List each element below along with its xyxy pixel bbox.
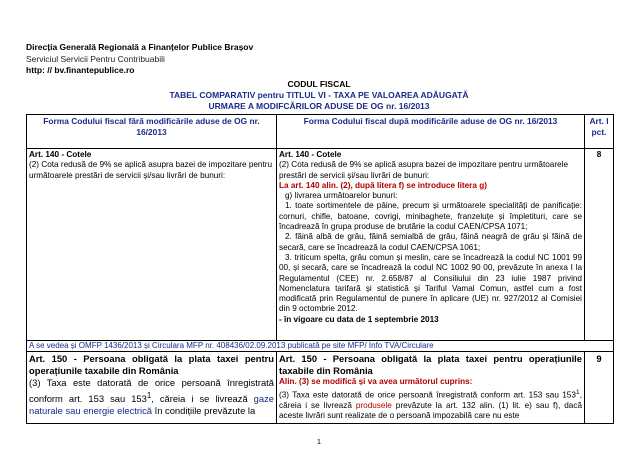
row1-old-article-rest: - Cotele [59,150,92,159]
title-line-1: CODUL FISCAL [287,79,351,89]
row2-old-highlight: gaze naturale sau energie electrică [29,392,275,416]
institution-name: Direcția Generală Regională a Finanțelor Publice Brașov [26,42,254,52]
row2-article-number: 9 [585,352,614,424]
row1-old-cell [27,149,277,341]
website-url: http: // bv.finantepublice.ro [26,65,135,75]
comparison-table [26,114,614,424]
row2-new-text-b: , căreia i se livrează [279,390,582,410]
table-row [27,352,614,424]
row1-new-article-rest: - Cotele [309,150,342,159]
row1-old-text: (2) Cota redusă de 9% se aplică asupra bazei de impozitare pentru următoarele prestări de servicii și/sau livrări de bunuri: [29,160,273,180]
row2-old-article: Art. 150 - Persoana obligată la plata taxei pentru operațiunile taxabile din România [29,353,274,377]
row2-old-text-a: (3) Taxa este datorată de orice persoană înregistrată conform art. 153 sau 153 [29,377,274,404]
reference-note: A se vedea și OMFP 1436/2013 și Circulara MFP nr. 408436/02.09.2013 publicată pe site MFP/ Info TVA/Circulare [27,341,614,352]
row2-old-text-c: în condițiile prevăzute la [152,404,256,416]
row1-item-1: 1. toate sortimentele de pâine, precum și următoarele specialități de panificație: cornuri, chifle, batoane, covrigi, minibaghete, franzeluțe și împletituri, care se încadrează în grupa produse de brutărie la codul CAEN/CPSA 1071; [279,201,582,232]
header-new-form: Forma Codului fiscal după modificările aduse de OG nr. 16/2013 [277,115,585,149]
row2-old-cell [27,352,277,424]
row2-new-article: Art. 150 - Persoana obligată la plata taxei pentru operațiunile taxabile din România [279,353,582,377]
row1-item-3: 3. triticum spelta, grâu comun și meslin, care se încadrează la codul NC 1001 99 00, și secară, care se încadrează la codul NC 1002 90 00, prevăzute în anexa I la Regulamentul (CEE) nr. 2.658/87 al Consiliului din 23 iulie 1987 privind Nomenclatura tarifară și statistică și Tariful Vamal Comun, astfel cum a fost modificată prin Regulamentul de punere în aplicare (UE) nr. 927/2012 al Comisiei din 9 octombrie 2012. [279,252,582,314]
title-line-3: URMARE A MODIFCĂRILOR ADUSE DE OG nr. 16/2013 [208,101,430,112]
row2-new-highlight: produsele [355,400,392,410]
row1-new-text: (2) Cota redusă de 9% se aplică asupra bazei de impozitare pentru următoarele prestări de servicii și/sau livrări de bunuri: [279,160,568,180]
reference-note-row [27,341,614,352]
row2-amendment-note: Alin. (3) se modifică și va avea următorul cuprins: [279,377,473,387]
institution-header [26,42,253,77]
row2-new-sup: 1 [575,388,580,396]
title-line-2: TABEL COMPARATIV pentru TITLUL VI - TAXA PE VALOAREA ADĂUGATĂ [169,90,469,101]
row1-old-article: Art. 140 [29,150,60,159]
row2-old-sup: 1 [146,390,152,400]
row2-new-body [279,377,582,421]
row2-new-text-a: (3) Taxa este datorată de orice persoană înregistrată conform art. 153 sau 153 [279,390,576,400]
row1-new-cell [277,149,585,341]
page-number: 1 [316,437,322,446]
row1-new-article: Art. 140 [279,150,310,159]
row2-new-text-c: prevăzute la art. 132 alin. (1) lit. e) sau f), dacă aceste livrări sunt realizate de o persoană impozabilă care nu este [279,400,583,421]
table-header-row [27,115,614,149]
document-title [0,79,638,113]
header-old-form: Forma Codului fiscal fără modificările aduse de OG nr. 16/2013 [27,115,277,149]
row2-new-cell [277,352,585,424]
row1-article-number: 8 [585,149,614,341]
row1-amendment-note: La art. 140 alin. (2), după litera f) se introduce litera g) [279,180,487,190]
row1-effective-date: - în vigoare cu data de 1 septembrie 2013 [279,314,439,324]
row2-old-text-b: , căreia i se livrează [151,392,254,404]
service-name: Serviciul Servicii Pentru Contribuabili [26,53,165,64]
row1-item-2: 2. făină albă de grâu, făină semialbă de grâu, făină neagră de grâu și făină de secară, care se încadrează la codul CAEN/CPSA 1061; [279,232,582,252]
table-row [27,149,614,341]
header-article-point: Art. I pct. [585,115,614,149]
row1-letter-g: g) livrarea următoarelor bunuri: [285,191,398,201]
row2-new-text [279,388,582,422]
row2-old-text [29,377,274,417]
